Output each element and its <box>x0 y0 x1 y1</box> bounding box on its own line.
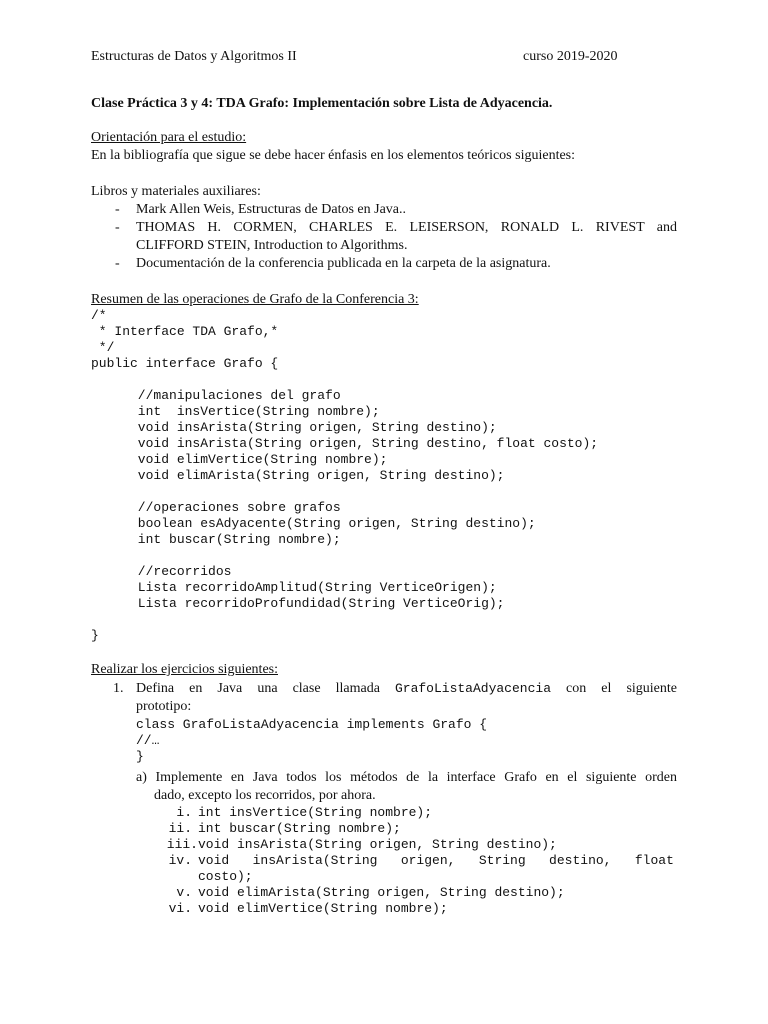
orientation-text: En la bibliografía que sigue se debe hacer énfasis en los elementos teóricos siguientes: <box>91 148 576 163</box>
exercise-number: 1. <box>113 681 124 696</box>
code-line: int buscar(String nombre); <box>91 532 341 547</box>
roman-numeral: iv. <box>168 853 192 868</box>
roman-numeral: i. <box>176 805 192 820</box>
course-name: Estructuras de Datos y Algoritmos II <box>91 49 297 64</box>
roman-numeral: vi. <box>168 901 192 916</box>
roman-item: void elimVertice(String nombre); <box>198 901 448 916</box>
exercises-heading: Realizar los ejercicios siguientes: <box>91 662 278 677</box>
roman-item: int buscar(String nombre); <box>198 821 401 836</box>
exercise-1-line2: prototipo: <box>136 699 192 714</box>
summary-heading: Resumen de las operaciones de Grafo de la Conferencia 3: <box>91 292 419 307</box>
roman-item: void insArista(String origen, String destino); <box>198 837 557 852</box>
code-line: //… <box>136 733 160 748</box>
code-line: void insArista(String origen, String destino); <box>91 420 497 435</box>
bullet: - <box>115 220 120 235</box>
code-line: void insArista(String origen, String destino, float costo); <box>91 436 599 451</box>
code-line: */ <box>91 340 115 355</box>
code-line: } <box>136 749 144 764</box>
code-line: Lista recorridoProfundidad(String VerticeOrig); <box>91 596 505 611</box>
bullet: - <box>115 256 120 271</box>
code-line: boolean esAdyacente(String origen, String destino); <box>91 516 536 531</box>
exercise-1-text-a: Defina en Java una clase llamada <box>136 681 380 696</box>
code-line: void elimArista(String origen, String destino); <box>91 468 505 483</box>
books-heading: Libros y materiales auxiliares: <box>91 184 261 199</box>
course-year: curso 2019-2020 <box>523 49 618 64</box>
code-line: //operaciones sobre grafos <box>91 500 341 515</box>
page-title: Clase Práctica 3 y 4: TDA Grafo: Implementación sobre Lista de Adyacencia. <box>91 96 553 111</box>
bullet: - <box>115 202 120 217</box>
code-line: void elimVertice(String nombre); <box>91 452 388 467</box>
orientation-heading: Orientación para el estudio: <box>91 130 247 145</box>
code-line: public interface Grafo { <box>91 356 279 371</box>
roman-numeral: v. <box>176 885 192 900</box>
roman-item-continuation: costo); <box>198 869 253 884</box>
roman-numeral: iii. <box>166 837 198 852</box>
exercise-1-line1 <box>136 681 677 697</box>
class-name-code: GrafoListaAdyacencia <box>394 681 551 696</box>
roman-item: void insArista(String origen, String destino, float <box>198 853 674 868</box>
book-item: Documentación de la conferencia publicada en la carpeta de la asignatura. <box>136 256 551 271</box>
book-item-continuation: CLIFFORD STEIN, Introduction to Algorithms. <box>136 238 408 253</box>
sub-item-a-line2: dado, excepto los recorridos, por ahora. <box>154 788 376 803</box>
code-line: * Interface TDA Grafo,* <box>91 324 279 339</box>
roman-item: int insVertice(String nombre); <box>198 805 433 820</box>
book-item: THOMAS H. CORMEN, CHARLES E. LEISERSON, RONALD L. RIVEST and <box>136 220 677 235</box>
code-line: } <box>91 628 99 643</box>
roman-item: void elimArista(String origen, String destino); <box>198 885 565 900</box>
code-line: /* <box>91 308 107 323</box>
book-item: Mark Allen Weis, Estructuras de Datos en Java.. <box>136 202 406 217</box>
code-line: class GrafoListaAdyacencia implements Grafo { <box>136 717 488 732</box>
sub-item-a-line1: a) Implemente en Java todos los métodos de la interface Grafo en el siguiente orden <box>136 770 677 785</box>
code-line: int insVertice(String nombre); <box>91 404 380 419</box>
code-line: //manipulaciones del grafo <box>91 388 341 403</box>
exercise-1-text-b: con el siguiente <box>566 681 677 696</box>
code-line: //recorridos <box>91 564 232 579</box>
roman-numeral: ii. <box>168 821 192 836</box>
code-line: Lista recorridoAmplitud(String VerticeOrigen); <box>91 580 497 595</box>
